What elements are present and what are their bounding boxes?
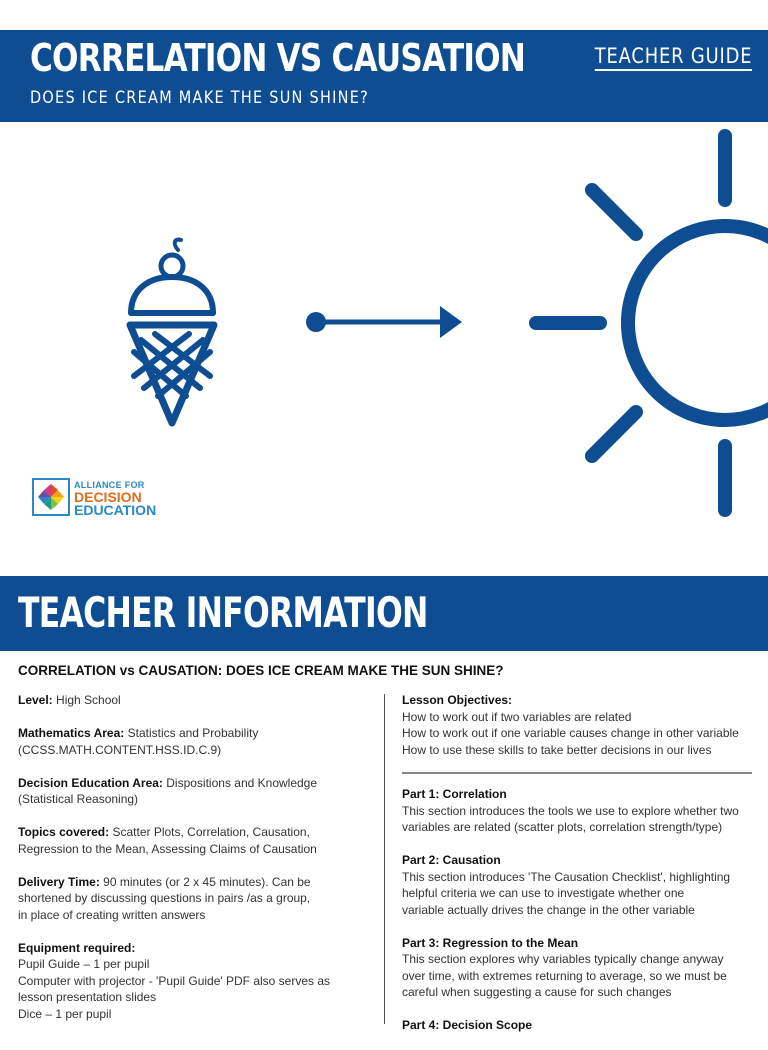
part-4-block [402, 1017, 758, 1034]
delivery-value-3: in place of creating written answers [18, 907, 206, 922]
sun-icon [536, 136, 768, 510]
section-title: TEACHER INFORMATION [18, 588, 428, 637]
teacher-guide-tag: TEACHER GUIDE [594, 44, 752, 71]
part-2-text: This section introduces 'The Causation Checklist', highlighting [402, 869, 731, 884]
objective-item: How to work out if two variables are related [402, 709, 632, 724]
column-divider [384, 694, 385, 1024]
part-3-label: Part 3: Regression to the Mean [402, 935, 579, 950]
decision-area-block [18, 775, 348, 808]
page-title: CORRELATION VS CAUSATION [30, 36, 526, 80]
equipment-item: Dice – 1 per pupil [18, 1006, 112, 1021]
topics-value-2: Regression to the Mean, Assessing Claims of Causation [18, 841, 317, 856]
section-divider [402, 772, 752, 774]
equipment-label: Equipment required: [18, 940, 136, 955]
equipment-item: lesson presentation slides [18, 990, 157, 1004]
part-3-text: over time, with extremes returning to average, so we must be [402, 968, 727, 983]
part-3-block [402, 935, 758, 1001]
header-banner [0, 30, 768, 122]
teacher-info-banner [0, 576, 768, 651]
delivery-value-2: shortened by discussing questions in pairs /as a group, [18, 891, 311, 905]
part-1-block [402, 786, 758, 836]
part-2-text: helpful criteria we can use to investigate whether one [402, 886, 685, 900]
part-3-text: careful when suggesting a cause for such changes [402, 985, 672, 999]
math-area-block [18, 725, 348, 758]
left-column [18, 692, 348, 1039]
part-1-text: variables are related (scatter plots, correlation strength/type) [402, 820, 723, 834]
page-subtitle: DOES ICE CREAM MAKE THE SUN SHINE? [30, 88, 370, 108]
document-heading: CORRELATION vs CAUSATION: DOES ICE CREAM MAKE THE SUN SHINE? [18, 663, 504, 678]
equipment-item: Pupil Guide – 1 per pupil [18, 957, 150, 971]
part-2-label: Part 2: Causation [402, 853, 501, 867]
logo-line-1: ALLIANCE FOR [74, 480, 145, 490]
decision-area-label: Decision Education Area: [18, 775, 163, 790]
part-1-label: Part 1: Correlation [402, 787, 507, 801]
logo-line-3: EDUCATION [74, 502, 157, 518]
math-area-code: (CCSS.MATH.CONTENT.HSS.ID.C.9) [18, 742, 222, 757]
math-area-value: Statistics and Probability [124, 726, 259, 740]
part-2-text: variable actually drives the change in the other variable [402, 902, 695, 917]
delivery-block [18, 874, 348, 924]
logo-line-2: DECISION [74, 489, 142, 505]
objectives-block [402, 692, 758, 758]
level-value: High School [52, 693, 121, 707]
level-label: Level: [18, 693, 53, 707]
logo-mark-icon [32, 478, 70, 516]
delivery-value: 90 minutes (or 2 x 45 minutes). Can be [99, 874, 311, 889]
arrow-right-icon [306, 306, 462, 338]
part-1-text: This section introduces the tools we use to explore whether two [402, 803, 739, 818]
part-3-text: This section explores why variables typically change anyway [402, 952, 724, 966]
part-4-label: Part 4: Decision Scope [402, 1018, 533, 1032]
decision-area-detail: (Statistical Reasoning) [18, 792, 139, 806]
math-area-label: Mathematics Area: [18, 726, 125, 740]
alliance-logo [32, 478, 172, 518]
right-column [402, 692, 758, 1050]
objective-item: How to use these skills to take better decisions in our lives [402, 742, 712, 757]
ice-cream-icon [130, 240, 214, 423]
equipment-item: Computer with projector - 'Pupil Guide' PDF also serves as [18, 973, 331, 988]
topics-label: Topics covered: [18, 825, 110, 839]
decision-area-value: Dispositions and Knowledge [162, 775, 318, 790]
objectives-label: Lesson Objectives: [402, 693, 513, 707]
delivery-label: Delivery Time: [18, 874, 100, 889]
topics-value: Scatter Plots, Correlation, Causation, [109, 825, 310, 839]
equipment-block [18, 940, 348, 1023]
topics-block [18, 824, 348, 857]
objective-item: How to work out if one variable causes change in other variable [402, 726, 739, 740]
level-block [18, 692, 348, 709]
part-2-block [402, 852, 758, 918]
